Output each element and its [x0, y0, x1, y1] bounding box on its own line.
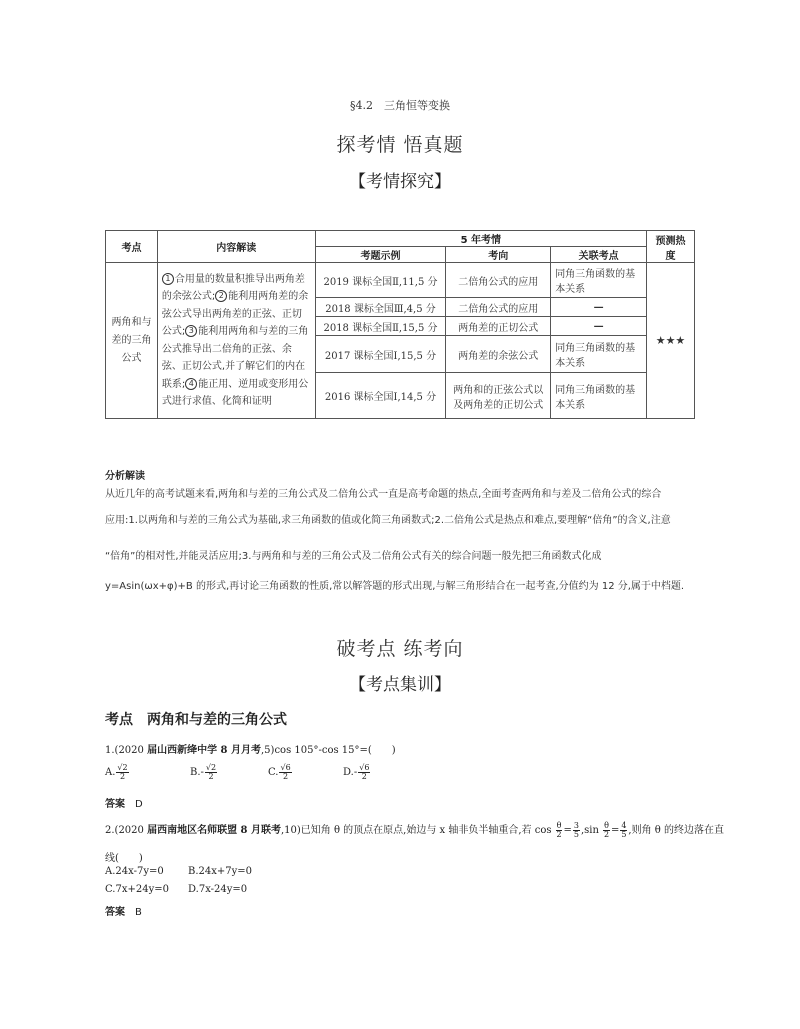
kaodian-title: 考点 两角和与差的三角公式: [105, 712, 287, 728]
q2-end: ,则角 θ 的终边落在直: [628, 825, 724, 836]
analysis-line: 应用:1.以两角和与差的三角公式为基础,求三角函数的值或化简三角函数式;2.二倍角公式是热点和难点,要理解“倍角”的含义,注意: [105, 515, 671, 526]
example-cell: 2017 课标全国Ⅰ,15,5 分: [315, 336, 446, 373]
page-title: 探考情 悟真题: [336, 134, 464, 156]
fraction-num: 3: [573, 821, 579, 830]
q1-suffix: ,5)cos 105°-cos 15°=( ): [261, 745, 396, 756]
fraction-num: √6: [359, 763, 370, 772]
heat-rating: ★★★: [647, 263, 695, 419]
q1-option-c: [268, 764, 293, 781]
fraction: [205, 764, 217, 781]
example-cell: 2019 课标全国Ⅱ,11,5 分: [315, 263, 446, 298]
exam-analysis-table: [105, 230, 695, 419]
direction-cell: 二倍角公式的应用: [446, 298, 551, 317]
fraction-den: 2: [208, 772, 214, 781]
example-cell: 2016 课标全国Ⅰ,14,5 分: [315, 373, 446, 419]
fraction-den: 5: [621, 830, 627, 839]
q1-answer: [105, 795, 143, 810]
fraction-den: 5: [573, 830, 579, 839]
option-label: D.-: [343, 767, 358, 778]
question-2-stem: [105, 821, 724, 839]
analysis-heading: 分析解读: [105, 471, 145, 482]
fraction: [358, 764, 370, 781]
header-direction: 考向: [446, 247, 551, 263]
section-heading-exploration: 【考情探究】: [349, 172, 451, 192]
fraction-num: √6: [280, 763, 291, 772]
fraction-num: 4: [621, 821, 627, 830]
content-cell: [157, 263, 315, 419]
header-content: 内容解读: [157, 231, 315, 263]
direction-cell: 两角和的正弦公式以及两角差的正切公式: [446, 373, 551, 419]
direction-cell: 两角差的余弦公式: [446, 336, 551, 373]
fraction-den: 2: [603, 830, 610, 839]
q2-source: 届西南地区名师联盟 8 月联考: [147, 825, 281, 836]
fraction: [603, 822, 610, 839]
fraction: [556, 822, 563, 839]
q1-source: 届山西新绛中学 8 月月考: [147, 745, 261, 756]
option-label: A.: [105, 767, 116, 778]
related-cell: —: [551, 317, 647, 336]
related-cell: 同角三角函数的基本关系: [551, 373, 647, 419]
question-1-stem: [105, 741, 396, 756]
header-5years: 5 年考情: [315, 231, 646, 247]
answer-label: 答案: [105, 799, 125, 810]
direction-cell: 两角差的正切公式: [446, 317, 551, 336]
fraction: [116, 764, 128, 781]
fraction: [573, 822, 580, 839]
fraction-den: 2: [556, 830, 562, 839]
section-label: §4.2 三角恒等变换: [350, 99, 450, 112]
option-label: B.-: [190, 767, 204, 778]
equals: =: [563, 825, 572, 836]
answer-value: D: [135, 799, 143, 810]
fraction-num: θ: [556, 821, 562, 830]
content-part-1: 合用量的数量积推导出两角差的余弦公式;: [161, 273, 305, 302]
direction-cell: 二倍角公式的应用: [446, 263, 551, 298]
answer-label: 答案: [105, 907, 125, 918]
fraction-num: √2: [117, 763, 128, 772]
kaodian-cell: 两角和与差的三角公式: [106, 263, 158, 419]
related-cell: 同角三角函数的基本关系: [551, 336, 647, 373]
q1-option-b: [190, 764, 218, 781]
sin-text: ,sin: [580, 825, 603, 836]
fraction-den: 2: [361, 772, 367, 781]
analysis-line: “倍角”的相对性,并能灵活应用;3.与两角和与差的三角公式及二倍角公式有关的综合问题一般先把三角函数式化成: [105, 551, 602, 562]
q2-answer: [105, 903, 142, 918]
q2-option-d: D.7x-24y=0: [188, 884, 248, 895]
fraction-num: √2: [205, 763, 217, 772]
q2-mid: ,10)已知角 θ 的顶点在原点,始边与 x 轴非负半轴重合,若 cos: [281, 825, 555, 836]
fraction-den: 2: [119, 772, 126, 781]
fraction: [279, 764, 291, 781]
circle-number-2: 2: [215, 290, 227, 302]
answer-value: B: [135, 907, 142, 918]
header-related: 关联考点: [551, 247, 647, 263]
analysis-line: 从近几年的高考试题来看,两角和与差的三角公式及二倍角公式一直是高考命题的热点,全面考查两角和与差及二倍角公式的综合: [105, 489, 662, 500]
circle-number-3: 3: [185, 325, 197, 337]
content-part-2: 能利用两角差的余弦公式导出两角差的正弦、正切公式;: [161, 291, 309, 337]
q1-option-a: [105, 764, 130, 781]
example-cell: 2018 课标全国Ⅲ,4,5 分: [315, 298, 446, 317]
header-heat: 预测热度: [647, 231, 695, 263]
option-label: C.: [268, 767, 279, 778]
fraction-num: θ: [604, 821, 609, 830]
equals: =: [610, 825, 620, 836]
q2-prefix: 2.(2020: [105, 825, 148, 836]
header-example: 考题示例: [315, 247, 446, 263]
analysis-line: y=Asin(ωx+φ)+B 的形式,再讨论三角函数的性质,常以解答题的形式出现,与解三角形结合在一起考查,分值约为 12 分,属于中档题.: [105, 581, 685, 592]
part2-title: 破考点 练考向: [336, 638, 464, 660]
content-part-3: 能利用两角和与差的三角公式推导出二倍角的正弦、余弦、正切公式,并了解它们的内在联系;: [161, 326, 309, 390]
header-kaodian: 考点: [106, 231, 158, 263]
q1-option-d: [343, 764, 371, 781]
fraction: [620, 822, 627, 839]
q2-option-c: C.7x+24y=0: [105, 884, 169, 895]
circle-number-1: 1: [162, 273, 174, 285]
fraction-den: 2: [283, 772, 289, 781]
related-cell: 同角三角函数的基本关系: [551, 263, 647, 298]
content-part-4: 能正用、逆用或变形用公式进行求值、化简和证明: [161, 378, 309, 407]
section-heading-training: 【考点集训】: [349, 675, 451, 695]
q2-stem-line2: 线( ): [105, 853, 143, 864]
related-cell: —: [551, 298, 647, 317]
circle-number-4: 4: [185, 378, 197, 390]
q2-option-a: A.24x-7y=0: [105, 866, 164, 877]
q1-prefix: 1.(2020: [105, 745, 148, 756]
example-cell: 2018 课标全国Ⅱ,15,5 分: [315, 317, 446, 336]
q2-option-b: B.24x+7y=0: [188, 866, 253, 877]
